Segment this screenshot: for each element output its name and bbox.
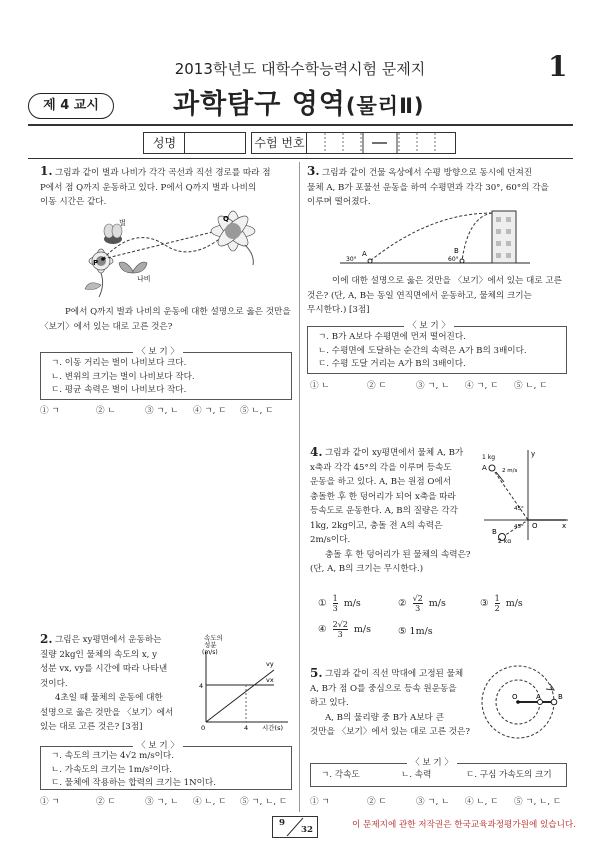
q2-bogi-box <box>40 741 292 790</box>
q3-line: 물체 A, B가 포물선 운동을 하여 수평면과 각각 30°, 60°의 각을 <box>307 182 549 193</box>
q4-line: 충돌한 후 한 덩어리가 되어 x축을 따라 <box>310 491 456 502</box>
butterfly-icon <box>119 262 147 273</box>
q4-origin-o: O <box>532 522 538 530</box>
q4-line: 2m/s이다. <box>310 535 351 545</box>
flower-left-icon <box>85 248 114 297</box>
q1-choice-3[interactable]: ③ ㄱ, ㄴ <box>145 406 179 416</box>
q4-choice-1-mark: ① <box>318 598 327 609</box>
q4-mass-a: 1 kg <box>482 454 496 461</box>
q4-choice-1-frac <box>333 594 338 613</box>
q2-vy-label: vy <box>266 660 274 668</box>
q1-question <box>40 305 295 334</box>
q1-line: P에서 점 Q까지 운동하고 있다. P에서 Q까지 벌과 나비의 <box>40 182 257 193</box>
q4-line: (단, A, B의 크기는 무시한다.) <box>310 564 424 574</box>
q3-line: 이루며 떨어졌다. <box>307 197 371 207</box>
frac-den: 3 <box>415 604 421 613</box>
exam-title: 2013학년도 대학수학능력시험 문제지 <box>174 60 426 78</box>
q4-choice-1-unit: m/s <box>343 598 361 609</box>
q1-bogi-box <box>40 347 292 400</box>
q4-angle-1: 45° <box>514 506 524 512</box>
q4-label-b: B <box>492 528 497 536</box>
q1-line: 그림과 같이 벌과 나비가 각각 곡선과 직선 경로를 따라 점 <box>55 168 271 178</box>
q5-number: 5. <box>310 666 323 680</box>
subject-title <box>173 82 425 121</box>
q1-line: 이동 시간은 같다. <box>40 197 107 207</box>
butterfly-label: 나비 <box>137 275 151 283</box>
q1-choice-5[interactable]: ⑤ ㄴ, ㄷ <box>240 406 274 416</box>
q2-ylabel-1: 속도의 <box>204 634 223 642</box>
q4-choice-4-frac <box>333 620 348 639</box>
q1-number: 1. <box>40 164 53 178</box>
page-number-large: 1 <box>548 50 568 83</box>
exam-no-field[interactable] <box>306 132 456 154</box>
name-label: 성명 <box>143 132 185 154</box>
q4-choice-4-mark: ④ <box>318 624 327 635</box>
q3-text <box>307 166 572 210</box>
q5-line: A, B가 점 O를 중심으로 등속 원운동을 <box>310 683 457 694</box>
q4-line: 운동을 하고 있다. A, B는 원점 O에서 <box>310 477 452 487</box>
q4-line: 충돌 후 한 덩어리가 된 물체의 속력은? <box>325 549 471 560</box>
q4-choice-2-frac <box>413 594 423 613</box>
exam-no-label: 수험 번호 <box>251 132 307 154</box>
frac-den: 2 <box>494 604 500 613</box>
q2-origin: 0 <box>201 724 206 732</box>
q2-ytick-4: 4 <box>199 682 204 690</box>
q5-label-b: B <box>558 693 563 701</box>
q3-ask-line: 이에 대한 설명으로 옳은 것만을 〈보기〉에서 있는 대로 고른 <box>332 276 562 286</box>
q3-choice-5[interactable]: ⑤ ㄴ, ㄷ <box>514 381 548 391</box>
q2-line: 성분 vx, vy를 시간에 따라 나타낸 <box>40 664 168 674</box>
q4-line: 등속도로 운동한다. A, B의 질량은 각각 <box>310 506 458 516</box>
q5-bogi-title: 〈 보 기 〉 <box>407 758 457 768</box>
q4-y-axis: y <box>531 450 536 458</box>
q3-bogi-item: ㄷ. 수평 도달 거리는 A가 B의 3배이다. <box>318 359 466 369</box>
flower-right-icon <box>211 211 255 265</box>
q4-choice-3-unit: m/s <box>505 598 523 609</box>
q1-bogi-item: ㄱ. 이동 거리는 벌이 나비보다 크다. <box>51 358 187 368</box>
q2-choice-2[interactable]: ② ㄷ <box>96 797 116 807</box>
q4-label-a: A <box>482 464 487 472</box>
page-total: 32 <box>301 825 313 835</box>
column-divider <box>299 162 300 812</box>
q4-choice-5[interactable]: ⑤ 1m/s <box>398 626 433 637</box>
q1-ask-line: 〈보기〉에서 있는 대로 고른 것은? <box>40 321 173 332</box>
q4-x-axis: x <box>562 522 567 530</box>
q2-bogi-item: ㄱ. 속도의 크기는 4√2 m/s이다. <box>51 751 174 761</box>
q1-bogi-title: 〈 보 기 〉 <box>133 347 183 357</box>
q3-bogi-item: ㄴ. 수평면에 도달하는 순간의 속력은 A가 B의 3배이다. <box>318 345 527 356</box>
q2-line: 그림은 xy평면에서 운동하는 <box>55 635 162 645</box>
q2-bogi-item: ㄴ. 가속도의 크기는 1m/s²이다. <box>51 764 173 775</box>
q4-number: 4. <box>310 445 323 459</box>
q1-text <box>40 166 295 210</box>
q4-choice-4[interactable] <box>318 620 371 639</box>
q4-choice-2[interactable] <box>398 594 446 613</box>
q5-bogi-item-2: ㄴ. 속력 <box>401 770 432 780</box>
q4-mass-b: 2 kg <box>498 538 512 543</box>
subject-sub: (물리Ⅱ) <box>345 94 425 118</box>
q3-choice-4[interactable]: ④ ㄱ, ㄷ <box>465 381 499 391</box>
q5-choice-5[interactable]: ⑤ ㄱ, ㄴ, ㄷ <box>514 797 562 807</box>
q2-choice-3[interactable]: ③ ㄱ, ㄴ <box>145 797 179 807</box>
q3-choice-1[interactable]: ① ㄴ <box>310 381 330 391</box>
q3-bogi-title: 〈 보 기 〉 <box>404 321 454 331</box>
q5-label-a: A <box>536 693 541 701</box>
q3-ask-line: 것은? (단, A, B는 동일 연직면에서 운동하고, 물체의 크기는 <box>307 290 532 301</box>
q2-bogi-items <box>51 750 216 791</box>
q1-bogi-items <box>51 357 195 398</box>
page-indicator <box>272 816 318 838</box>
bee-icon <box>104 224 122 244</box>
q4-line: x축과 각각 45°의 각을 이루며 등속도 <box>310 462 452 473</box>
q3-choice-2[interactable]: ② ㄷ <box>367 381 387 391</box>
name-field[interactable] <box>184 132 246 154</box>
q3-ask-line: 무시한다.) [3점] <box>307 305 370 315</box>
q3-question <box>307 274 572 318</box>
q5-choice-1[interactable]: ① ㄱ <box>310 797 330 807</box>
q2-line: 질량 2kg인 물체의 속도의 x, y <box>40 649 157 660</box>
building-icon <box>492 211 516 263</box>
q4-choice-3[interactable] <box>480 594 523 613</box>
q2-line: 설명으로 옳은 것만을 〈보기〉에서 <box>40 707 174 718</box>
q4-choice-3-frac <box>495 594 500 613</box>
q2-vx-label: vx <box>266 676 274 684</box>
q4-figure <box>480 448 570 543</box>
frac-den: 3 <box>337 630 343 639</box>
q5-bogi-item-1: ㄱ. 각속도 <box>321 770 360 780</box>
q3-figure <box>340 205 530 270</box>
page-current: 9 <box>279 818 285 828</box>
q3-angle-b: 60° <box>448 256 459 263</box>
q2-number: 2. <box>40 632 53 646</box>
frac-num: 2√2 <box>332 620 348 629</box>
frac-num: 1 <box>332 594 338 603</box>
q2-graph <box>188 634 293 734</box>
q1-figure <box>55 205 285 300</box>
q2-xtick-4: 4 <box>244 724 249 732</box>
q2-yunit: (m/s) <box>202 649 218 656</box>
q3-choice-3[interactable]: ③ ㄱ, ㄴ <box>416 381 450 391</box>
q2-choice-4[interactable]: ④ ㄴ, ㄷ <box>193 797 227 807</box>
q5-choice-4[interactable]: ④ ㄴ, ㄷ <box>465 797 499 807</box>
q2-text <box>40 633 195 735</box>
q1-choice-1[interactable]: ① ㄱ <box>40 406 60 416</box>
q1-choice-2[interactable]: ② ㄴ <box>96 406 116 416</box>
vy-line <box>206 670 274 722</box>
q2-xlabel: 시간(s) <box>262 724 284 732</box>
q5-line: 것만을 〈보기〉에서 있는 대로 고른 것은? <box>310 727 470 737</box>
copyright-notice: 이 문제지에 관한 저작권은 한국교육과정평가원에 있습니다. <box>352 820 576 830</box>
q3-label-a: A <box>362 250 367 258</box>
q5-line: 그림과 같이 직선 막대에 고정된 물체 <box>325 669 464 679</box>
q4-choice-3-mark: ③ <box>480 598 489 609</box>
q2-choice-1[interactable]: ① ㄱ <box>40 797 60 807</box>
q4-line: 1kg, 2kg이고, 충돌 전 A의 속력은 <box>310 520 443 531</box>
q5-bogi-box <box>310 758 567 787</box>
q4-line: 그림과 같이 xy평면에서 물체 A, B가 <box>325 448 464 458</box>
q3-bogi-box <box>307 321 567 374</box>
q3-line: 그림과 같이 건물 옥상에서 수평 방향으로 동시에 던져진 <box>322 168 533 178</box>
q4-choice-1[interactable] <box>318 594 361 613</box>
q2-choice-5[interactable]: ⑤ ㄱ, ㄴ, ㄷ <box>240 797 288 807</box>
q3-bogi-items <box>318 331 527 372</box>
q5-line: 하고 있다. <box>310 698 349 708</box>
q3-number: 3. <box>307 164 320 178</box>
q5-choice-3[interactable]: ③ ㄱ, ㄴ <box>416 797 450 807</box>
q2-line: 4초일 때 물체의 운동에 대한 <box>55 693 163 703</box>
q4-text <box>310 446 485 577</box>
q1-bogi-item: ㄷ. 평균 속력은 벌이 나비보다 작다. <box>51 385 187 395</box>
subject-name: 과학탐구 영역 <box>173 89 346 120</box>
q2-bogi-title: 〈 보 기 〉 <box>133 741 183 751</box>
point-p-label: P <box>93 259 99 267</box>
q4-choice-2-mark: ② <box>398 598 407 609</box>
q5-figure <box>470 662 570 740</box>
q5-line: A, B의 물리량 중 B가 A보다 큰 <box>325 712 444 723</box>
session-badge: 제 4 교시 <box>28 93 114 119</box>
q1-bogi-item: ㄴ. 변위의 크기는 벌이 나비보다 작다. <box>51 371 195 382</box>
q2-bogi-item: ㄷ. 물체에 작용하는 합력의 크기는 1N이다. <box>51 778 216 788</box>
header-rule <box>28 124 573 126</box>
q2-line: 것이다. <box>40 678 68 689</box>
q1-ask-line: P에서 Q까지 벌과 나비의 운동에 대한 설명으로 옳은 것만을 <box>65 307 291 317</box>
q4-choice-4-unit: m/s <box>353 624 371 635</box>
q3-angle-a: 30° <box>346 256 357 263</box>
q4-choice-2-unit: m/s <box>428 598 446 609</box>
q5-bogi-item-3: ㄷ. 구심 가속도의 크기 <box>466 770 552 780</box>
q1-choice-4[interactable]: ④ ㄱ, ㄷ <box>193 406 227 416</box>
header-rule-2 <box>28 158 573 159</box>
q3-bogi-item: ㄱ. B가 A보다 수평면에 먼저 떨어진다. <box>318 332 466 342</box>
frac-num: 1 <box>494 594 500 603</box>
frac-num: √2 <box>412 594 423 603</box>
q2-ylabel-2: 성분 <box>204 641 217 649</box>
point-q-label: Q <box>223 215 229 223</box>
q5-center-o: O <box>512 693 518 701</box>
q4-angle-2: 45° <box>514 524 524 530</box>
q5-text <box>310 667 485 740</box>
q5-choice-2[interactable]: ② ㄷ <box>367 797 387 807</box>
q2-line: 있는 대로 고른 것은? [3점] <box>40 722 143 732</box>
frac-den: 3 <box>332 604 338 613</box>
q4-speed-label: 2 m/s <box>502 468 518 474</box>
bee-label: 벌 <box>119 219 126 227</box>
q3-label-b: B <box>454 247 459 255</box>
exam-no-cells <box>307 133 455 153</box>
